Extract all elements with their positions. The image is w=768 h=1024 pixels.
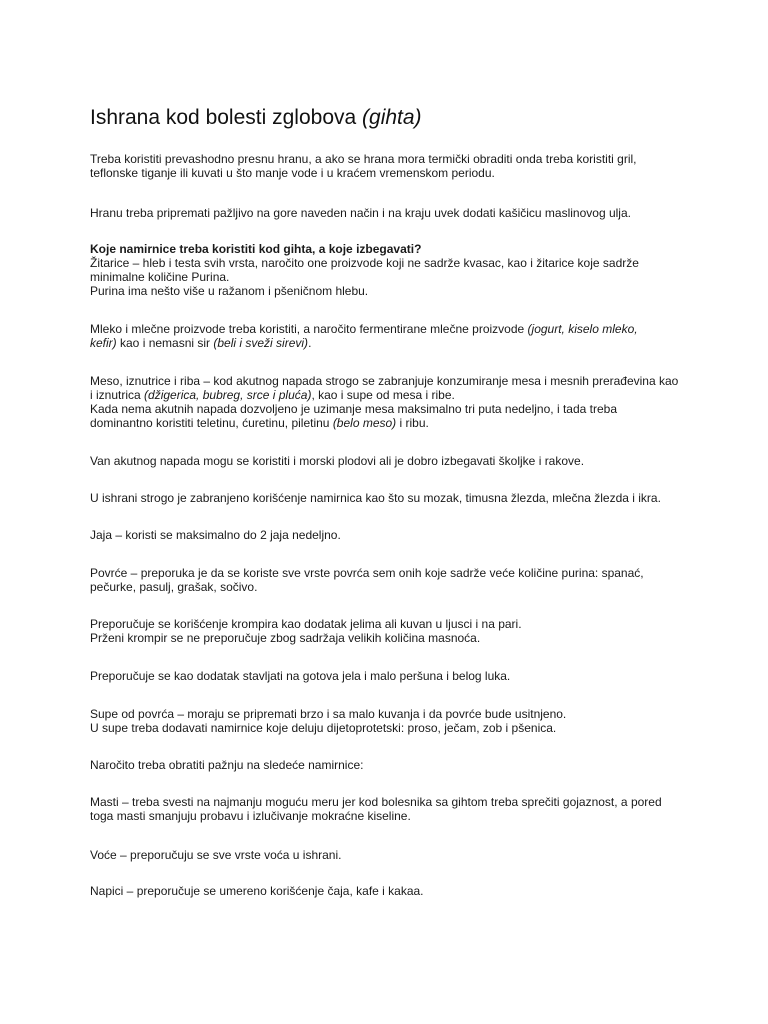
text-span: Mleko i mlečne proizvode treba koristiti, a naročito fermentirane mlečne proizvode (90, 322, 528, 336)
paragraph-potatoes (90, 617, 690, 645)
text-line: Naročito treba obratiti pažnju na sledeće namirnice: (90, 758, 364, 772)
text-line: Treba koristiti prevashodno presnu hranu, a ako se hrana mora termički obraditi onda treba koristiti gril, (90, 152, 637, 166)
paragraph-fruit (90, 848, 690, 862)
italic-span: (jogurt, kiselo mleko, (527, 322, 638, 336)
text-line: Prženi krompir se ne preporučuje zbog sadržaja velikih količina masnoća. (90, 631, 481, 645)
paragraph-fats (90, 795, 690, 823)
text-line: U ishrani strogo je zabranjeno korišćenje namirnica kao što su mozak, timusna žlezda, mlečna žlezda i ikra. (90, 491, 661, 505)
text-line: Masti – treba svesti na najmanju moguću meru jer kod bolesnika sa gihtom treba sprečiti gojaznost, a pored (90, 795, 662, 809)
paragraph-preparation (90, 206, 690, 220)
text-line: U supe treba dodavati namirnice koje deluju dijetoprotetski: proso, ječam, zob i pšenica. (90, 721, 557, 735)
text-line: Povrće – preporuka je da se koriste sve vrste povrća sem onih koje sadrže veće količine purina: spanać, (90, 566, 644, 580)
text-span: i ribu. (396, 416, 429, 430)
text-line: Preporučuje se kao dodatak stavljati na gotova jela i malo peršuna i belog luka. (90, 669, 511, 683)
paragraph-parsley (90, 669, 690, 683)
paragraph-intro (90, 152, 690, 180)
title-main: Ishrana kod bolesti zglobova (90, 106, 363, 129)
text-line (90, 388, 690, 402)
text-span: . (308, 336, 312, 350)
text-line: Preporučuje se korišćenje krompira kao dodatak jelima ali kuvan u ljusci i na pari. (90, 617, 522, 631)
paragraph-soups (90, 707, 690, 735)
text-line: teflonske tiganje ili kuvati u što manje vode i u kraćem vremenskom periodu. (90, 166, 495, 180)
text-line: toga masti smanjuju probavu i izlučivanje mokraćne kiseline. (90, 809, 411, 823)
text-line: Purina ima nešto više u ražanom i pšeničnom hlebu. (90, 284, 369, 298)
text-line (90, 322, 690, 336)
text-line: minimalne količine Purina. (90, 270, 230, 284)
text-line: Jaja – koristi se maksimalno do 2 jaja nedeljno. (90, 528, 341, 542)
paragraph-cereals (90, 242, 690, 298)
text-line: Meso, iznutrice i riba – kod akutnog napada strogo se zabranjuje konzumiranje mesa i mesnih prerađevina kao (90, 374, 679, 388)
text-line (90, 416, 690, 430)
paragraph-meat (90, 374, 690, 430)
text-span: i iznutrica (90, 388, 145, 402)
text-line: Napici – preporučuje se umereno korišćenje čaja, kafe i kakaa. (90, 884, 424, 898)
text-span: kao i nemasni sir (116, 336, 214, 350)
italic-span: kefir) (90, 336, 117, 350)
page-title (90, 104, 422, 132)
text-line: Kada nema akutnih napada dozvoljeno je uzimanje mesa maksimalno tri puta nedeljno, i tada treba (90, 402, 617, 416)
paragraph-drinks (90, 884, 690, 898)
text-line (90, 336, 690, 350)
italic-span: (beli i sveži sirevi) (213, 336, 309, 350)
title-italic: (gihta) (362, 106, 422, 129)
text-span: , kao i supe od mesa i ribe. (311, 388, 455, 402)
text-line: Voće – preporučuju se sve vrste voća u ishrani. (90, 848, 342, 862)
text-line: Žitarice – hleb i testa svih vrsta, naročito one proizvode koji ne sadrže kvasac, kao i žitarice koje sadrže (90, 256, 639, 270)
paragraph-vegetables (90, 566, 690, 594)
paragraph-seafood (90, 454, 690, 468)
paragraph-eggs (90, 528, 690, 542)
paragraph-attention (90, 758, 690, 772)
text-span: dominantno koristiti teletinu, ćuretinu, piletinu (90, 416, 333, 430)
text-line: Supe od povrća – moraju se pripremati brzo i sa malo kuvanja i da povrće bude usitnjeno. (90, 707, 567, 721)
text-line: Hranu treba pripremati pažljivo na gore naveden način i na kraju uvek dodati kašičicu maslinovog ulja. (90, 206, 631, 220)
italic-span: (belo meso) (332, 416, 397, 430)
italic-span: (džigerica, bubreg, srce i pluća) (144, 388, 312, 402)
section-heading: Koje namirnice treba koristiti kod gihta, a koje izbegavati? (90, 242, 422, 256)
paragraph-forbidden (90, 491, 690, 505)
text-line: pečurke, pasulj, grašak, sočivo. (90, 580, 258, 594)
paragraph-dairy (90, 322, 690, 350)
text-line: Van akutnog napada mogu se koristiti i morski plodovi ali je dobro izbegavati školjke i rakove. (90, 454, 585, 468)
